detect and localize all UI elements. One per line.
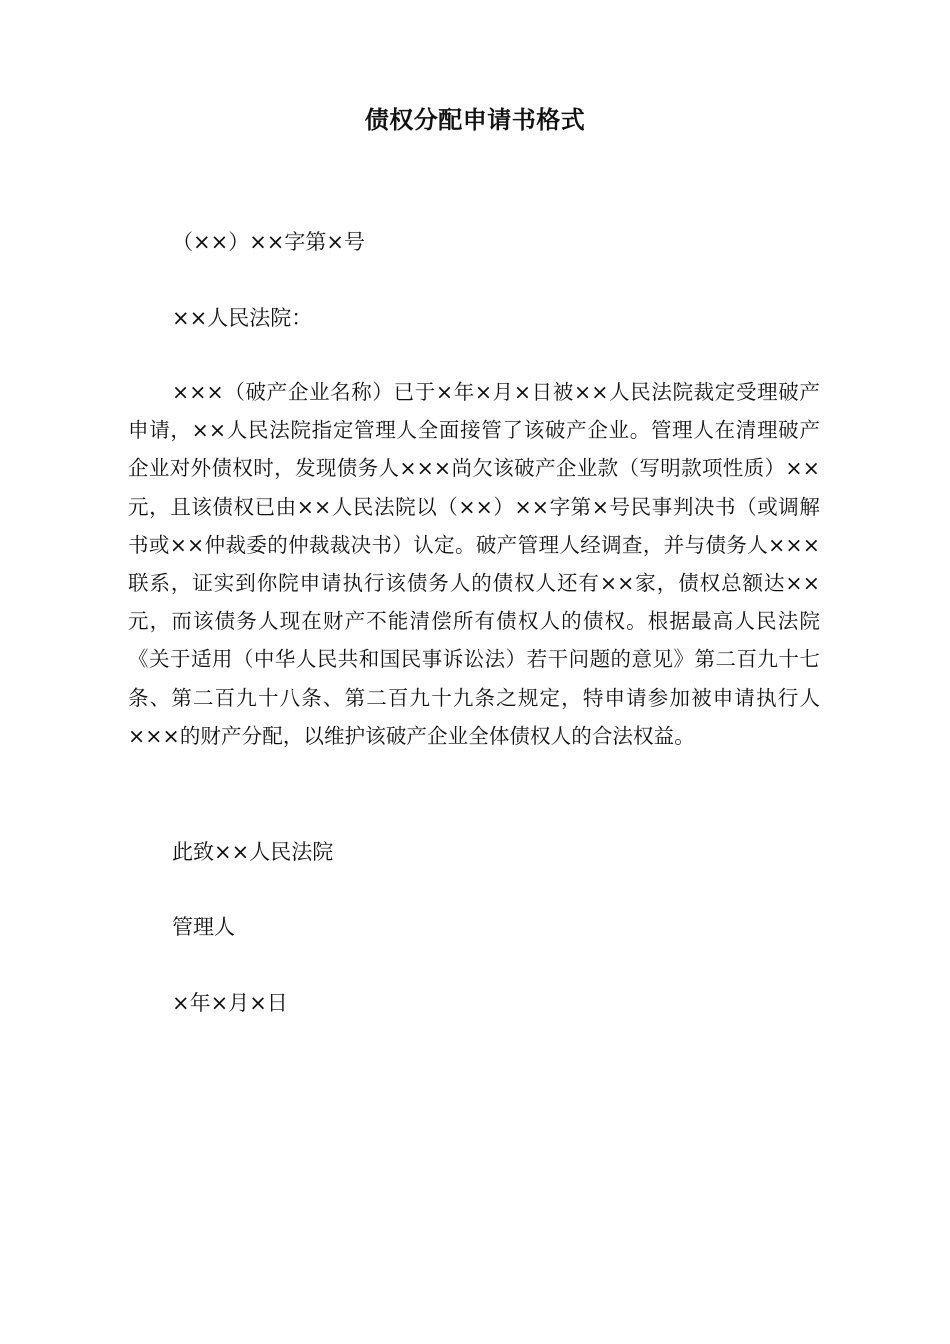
document-title: 债权分配申请书格式 <box>364 106 586 134</box>
body-paragraph: ×××（破产企业名称）已于×年×月×日被××人民法院裁定受理破产申请，××人民法院指定管理人全面接管了该破产企业。管理人在清理破产企业对外债权时，发现债务人×××尚欠该破产企业款（写明款项性质）××元，且该债权已由××人民法院以（××）××字第×号民事判决书（或调解书或××仲裁委的仲裁裁决书）认定。破产管理人经调查，并与债务人×××联系，证实到你院申请执行该债务人的债权人还有××家，债权总额达××元，而该债务人现在财产不能清偿所有债权人的债权。根据最高人民法院《关于适用（中华人民共和国民事诉讼法）若干问题的意见》第二百九十七条、第二百九十八条、第二百九十九条之规定，特申请参加被申请执行人×××的财产分配，以维护该破产企业全体债权人的合法权益。 <box>128 380 820 748</box>
signature-date: ×年×月×日 <box>172 991 288 1015</box>
signer: 管理人 <box>172 915 235 939</box>
closing-salutation: 此致××人民法院 <box>172 840 334 864</box>
case-number: （××）××字第×号 <box>172 230 365 254</box>
addressee: ××人民法院： <box>172 306 313 330</box>
